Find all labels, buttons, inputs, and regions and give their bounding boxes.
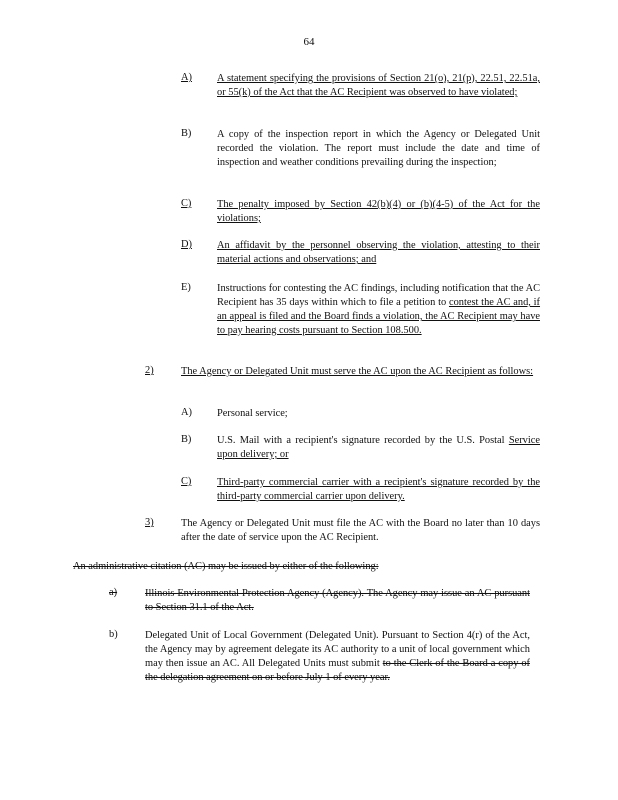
- item-text-plain: U.S. Mail with a recipient's signature recorded by the U.S. Postal: [217, 435, 509, 446]
- item-text-plain: Delegated Unit of Local Government (Delegated Unit). Pursuant to Section 4(r) of the Act, the Agency may by agreement delegate its AC authority to a unit of local government which may then issue an AC. All Delegated Units must submit: [145, 630, 530, 669]
- item-label: C): [181, 476, 192, 487]
- item-text: Illinois Environmental Protection Agency (Agency). The Agency may issue an AC pursuant to Section 31.1 of the Act.: [145, 588, 530, 613]
- item-text-inserted: contest the AC and, if an appeal is filed and the Board finds a violation, the AC Recipient may have to pay hearing costs pursuant to Section 108.500.: [217, 297, 541, 336]
- item-label: b): [109, 629, 118, 640]
- item-text: The Agency or Delegated Unit must serve the AC upon the AC Recipient as follows:: [181, 366, 534, 377]
- page-number: 64: [303, 36, 315, 48]
- item-text: [217, 282, 540, 338]
- item-label: E): [181, 282, 191, 293]
- item-label: B): [181, 434, 192, 445]
- item-label: B): [181, 128, 192, 139]
- item-text: The Agency or Delegated Unit must file the AC with the Board no later than 10 days after the date of service upon the AC Recipient.: [181, 518, 540, 543]
- item-label: C): [181, 198, 192, 209]
- item-text-deleted: to the Clerk of the Board a copy of the delegation agreement on or before July 1 of every year.: [145, 658, 530, 683]
- item-label: 2): [145, 365, 154, 376]
- item-text: A statement specifying the provisions of Section 21(o), 21(p), 22.51, 22.51a, or 55(k) of the Act that the AC Recipient was observed to have violated;: [217, 73, 540, 98]
- item-text: [145, 629, 530, 685]
- item-text: Personal service;: [217, 408, 288, 419]
- item-label: A): [181, 407, 192, 418]
- item-text: The penalty imposed by Section 42(b)(4) or (b)(4-5) of the Act for the violations;: [217, 199, 540, 224]
- item-label: 3): [145, 517, 154, 528]
- item-text: A copy of the inspection report in which the Agency or Delegated Unit recorded the violation. The report must include the date and time of inspection and weather conditions prevailing during the inspection;: [217, 129, 540, 168]
- item-text-inserted: Service upon delivery; or: [217, 435, 540, 460]
- item-text-plain: Instructions for contesting the AC findings, including notification that the AC Recipient has 35 days within which to file a petition to: [217, 283, 540, 308]
- item-text: Third-party commercial carrier with a recipient's signature recorded by the third-party commercial carrier upon delivery.: [217, 477, 540, 502]
- item-label: A): [181, 72, 192, 83]
- item-label: D): [181, 239, 192, 250]
- struck-heading: An administrative citation (AC) may be issued by either of the following:: [73, 561, 379, 572]
- item-text: [217, 434, 540, 462]
- item-label: a): [109, 587, 118, 598]
- item-text: An affidavit by the personnel observing the violation, attesting to their material actions and observations; and: [217, 240, 540, 265]
